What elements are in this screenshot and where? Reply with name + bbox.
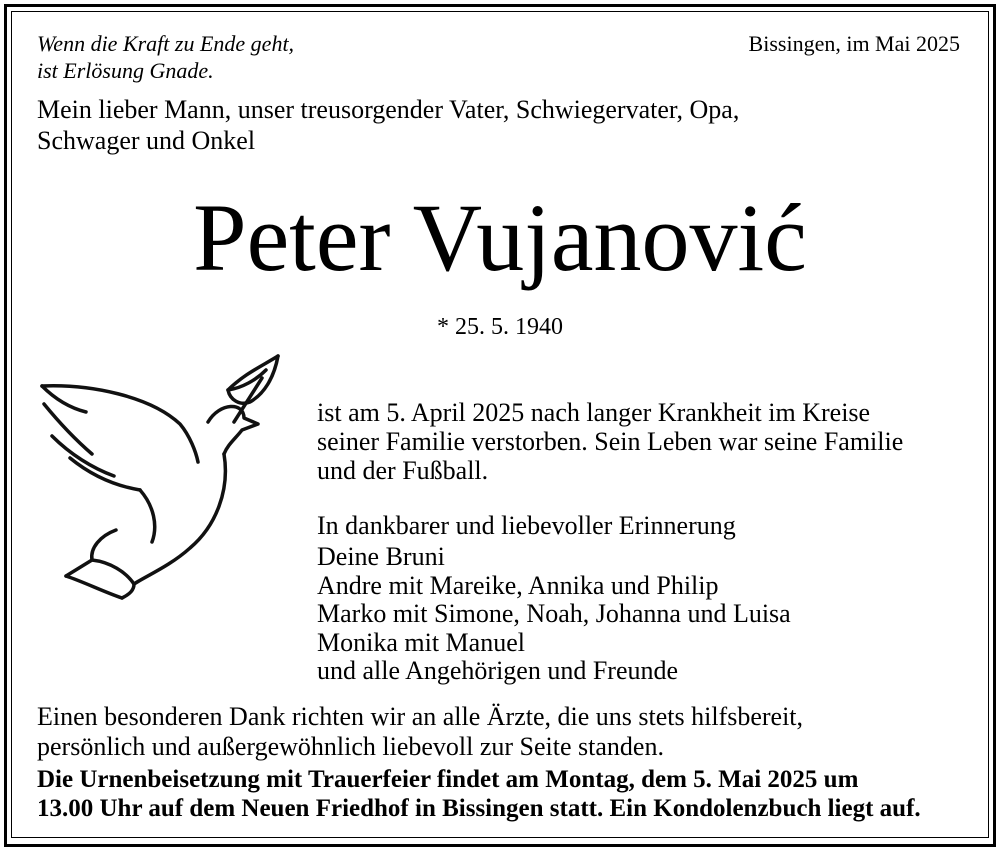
main-text-line: ist am 5. April 2025 nach langer Krankheit im Kreise <box>317 398 871 427</box>
motto-line: ist Erlösung Gnade. <box>37 58 214 83</box>
funeral-notice <box>37 765 921 823</box>
funeral-line: Die Urnenbeisetzung mit Trauerfeier findet am Montag, dem 5. Mai 2025 um <box>37 766 859 793</box>
intro-line: Schwager und Onkel <box>37 126 256 155</box>
motto <box>37 30 294 84</box>
thanks-line: persönlich und außergewöhnlich liebevoll zur Seite standen. <box>37 732 664 761</box>
mourner-line: Monika mit Manuel <box>317 627 525 657</box>
birth-date: * 25. 5. 1940 <box>437 314 563 340</box>
main-text <box>317 398 903 485</box>
mourner-line: Marko mit Simone, Noah, Johanna und Luisa <box>317 599 791 628</box>
dove-icon <box>30 350 290 610</box>
memory-label: In dankbarer und liebevoller Erinnerung <box>317 511 736 540</box>
thanks-line: Einen besonderen Dank richten wir an alle Ärzte, die uns stets hilfsbereit, <box>37 702 804 731</box>
intro-line: Mein lieber Mann, unser treusorgender Vater, Schwiegervater, Opa, <box>37 95 740 124</box>
main-text-line: seiner Familie verstorben. Sein Leben war seine Familie <box>317 427 904 456</box>
thanks-text <box>37 702 803 762</box>
mourner-line: Deine Bruni <box>317 542 445 571</box>
place-date: Bissingen, im Mai 2025 <box>748 31 960 56</box>
mourner-line: und alle Angehörigen und Freunde <box>317 656 679 685</box>
motto-line: Wenn die Kraft zu Ende geht, <box>37 31 295 56</box>
funeral-line: 13.00 Uhr auf dem Neuen Friedhof in Bissingen statt. Ein Kondolenzbuch liegt auf. <box>37 795 921 822</box>
main-text-line: und der Fußball. <box>317 456 489 485</box>
intro-text <box>37 94 739 156</box>
deceased-name: Peter Vujanović <box>193 184 807 291</box>
mourner-line: Andre mit Mareike, Annika und Philip <box>317 570 719 600</box>
mourners-list <box>317 543 791 686</box>
